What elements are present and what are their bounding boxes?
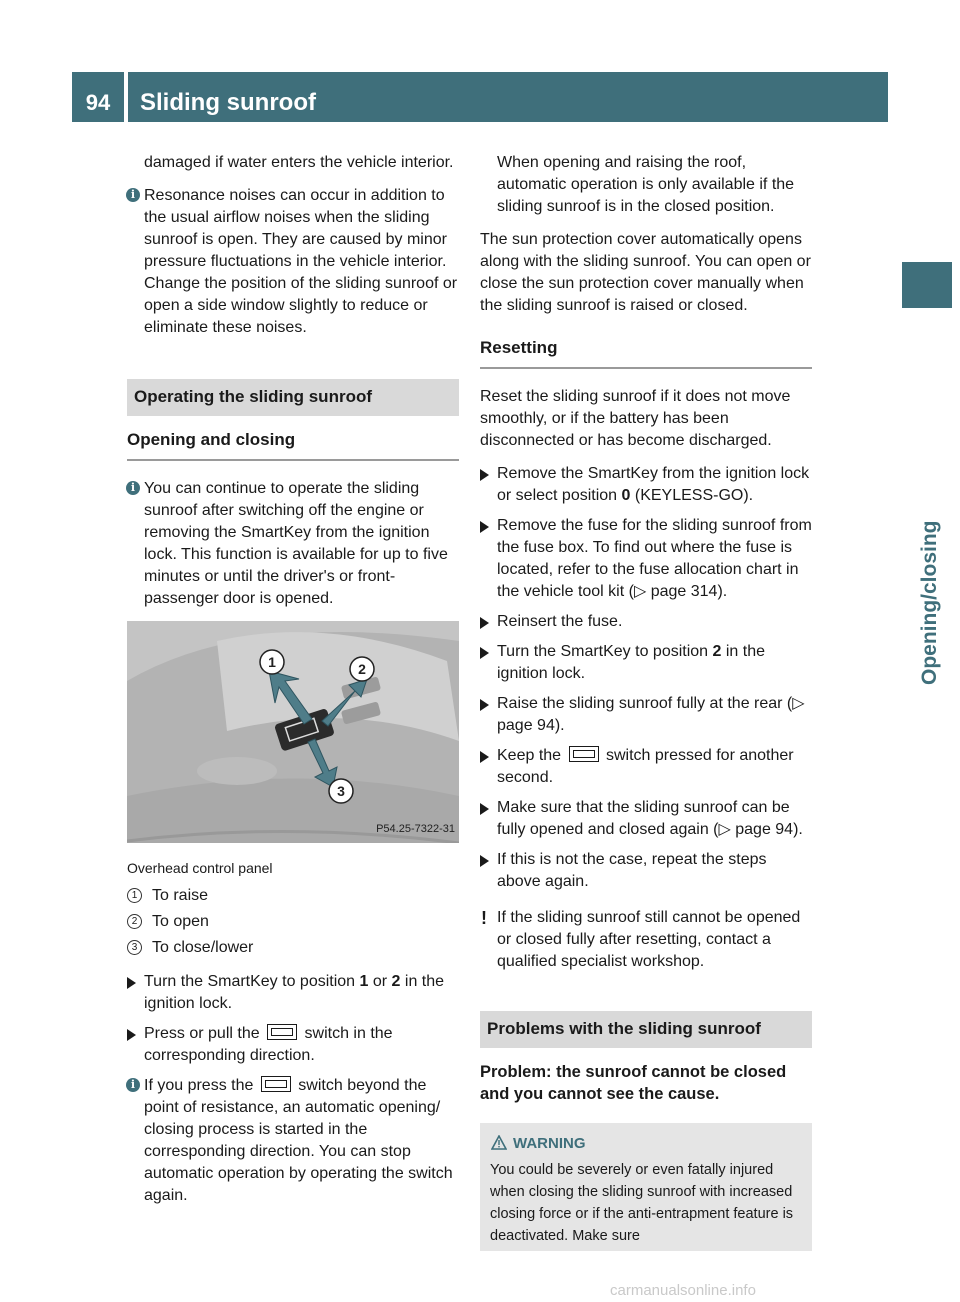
legend-text: To open <box>152 913 209 930</box>
callout-1 <box>260 650 284 674</box>
info-note <box>127 1075 459 1207</box>
left-column <box>127 152 459 1218</box>
info-note <box>127 185 459 339</box>
step-text: If this is not the case, repeat the steps above again. <box>497 851 767 890</box>
step-arrow-icon <box>480 647 489 659</box>
instruction-step <box>480 641 812 685</box>
svg-text:2: 2 <box>358 661 366 677</box>
instruction-step <box>480 797 812 841</box>
step-text: Turn the SmartKey to position <box>497 643 713 660</box>
instruction-step <box>480 693 812 737</box>
problem-heading: Problem: the sunroof cannot be closed and you cannot see the cause. <box>480 1063 787 1103</box>
step-arrow-icon <box>480 521 489 533</box>
position-value: 0 <box>621 487 631 504</box>
step-arrow-icon <box>480 855 489 867</box>
instruction-step <box>480 463 812 507</box>
callout-3 <box>329 779 353 803</box>
right-column <box>480 152 812 1251</box>
instruction-step <box>480 611 812 633</box>
info-icon: i <box>126 481 140 495</box>
watermark: carmanualsonline.info <box>610 1282 756 1299</box>
step-arrow-icon <box>127 977 136 989</box>
step-text: (KEYLESS-GO). <box>630 487 754 504</box>
switch-icon <box>569 746 599 762</box>
info-text: Resonance noises can occur in addition to the usual airflow noises when the sliding sunroof is open. They are caused by minor pressure fluctuations in the vehicle interior. Change the position of the sliding sunroof or open a side window slightly to reduce or eliminate these noises. <box>144 187 458 336</box>
switch-icon <box>267 1024 297 1040</box>
svg-text:1: 1 <box>268 654 276 670</box>
callout-2 <box>350 657 374 681</box>
warning-triangle-icon <box>491 1135 507 1150</box>
step-arrow-icon <box>480 699 489 711</box>
instruction-step <box>480 515 812 603</box>
info-text: If you press the <box>144 1077 254 1094</box>
step-arrow-icon <box>480 803 489 815</box>
figure-caption: Overhead control panel <box>127 860 273 876</box>
info-text: You can continue to operate the sliding sunroof after switching off the engine or removing the SmartKey from the ignition lock. This function is available for up to five minutes or until the driver's or front-passenger door is opened. <box>144 480 448 607</box>
step-text: Remove the fuse for the sliding sunroof from the fuse box. To find out where the fuse is located, refer to the fuse allocation chart in the vehicle tool kit (▷ page 314). <box>497 517 812 600</box>
legend-item <box>127 911 459 933</box>
section-title: Operating the sliding sunroof <box>127 379 459 416</box>
step-arrow-icon <box>480 469 489 481</box>
step-text: switch in the corresponding direction. <box>144 1025 393 1064</box>
overhead-control-panel-figure <box>127 621 459 843</box>
step-arrow-icon <box>127 1029 136 1041</box>
position-value: 1 <box>359 973 369 990</box>
figure-code: P54.25-7322-31 <box>376 823 455 835</box>
side-tab <box>902 325 952 685</box>
subheading: Opening and closing <box>127 429 459 461</box>
page-title: Sliding sunroof <box>128 72 888 122</box>
caution-text: If the sliding sunroof still cannot be opened or closed fully after resetting, contact a qualified specialist workshop. <box>497 909 801 970</box>
legend-text: To close/lower <box>152 939 254 956</box>
info-text: switch beyond the point of resistance, an automatic opening/ closing process is started in the corresponding direction. You can stop automatic operation by operating the switch again. <box>144 1077 453 1204</box>
step-text: in the ignition lock. <box>144 973 445 1012</box>
warning-heading <box>490 1133 804 1155</box>
legend-item <box>127 885 459 907</box>
info-note <box>127 478 459 610</box>
instruction-step <box>127 971 459 1015</box>
section-title: Problems with the sliding sunroof <box>480 1011 812 1048</box>
page-number: 94 <box>72 72 124 122</box>
continued-text: damaged if water enters the vehicle interior. <box>144 154 454 171</box>
warning-text: You could be severely or even fatally injured when closing the sliding sunroof with increased closing force or if the anti-entrapment feature is deactivated. Make sure <box>490 1162 794 1244</box>
step-text: Press or pull the <box>144 1025 260 1042</box>
legend-number: 3 <box>127 940 142 955</box>
warning-box <box>480 1123 812 1251</box>
warning-title: WARNING <box>513 1135 586 1152</box>
step-text: Raise the sliding sunroof fully at the rear (▷ page 94). <box>497 695 805 734</box>
legend-item <box>127 937 459 959</box>
step-text: or <box>368 973 392 990</box>
switch-icon <box>261 1076 291 1092</box>
svg-text:3: 3 <box>337 783 345 799</box>
caution-note <box>480 907 812 973</box>
instruction-step <box>480 849 812 893</box>
legend-text: To raise <box>152 887 209 904</box>
instruction-step <box>480 745 812 789</box>
paragraph: Reset the sliding sunroof if it does not move smoothly, or if the battery has been disconnected or has become discharged. <box>480 388 791 449</box>
side-tab-marker <box>902 262 952 308</box>
step-arrow-icon <box>480 617 489 629</box>
step-text: in the ignition lock. <box>497 643 766 682</box>
legend-number: 2 <box>127 914 142 929</box>
step-text: Turn the SmartKey to position <box>144 973 360 990</box>
subheading: Resetting <box>480 337 812 369</box>
step-text: Keep the <box>497 747 562 764</box>
step-text: switch pressed for another second. <box>497 747 794 786</box>
step-text: Remove the SmartKey from the ignition lock or select position <box>497 465 810 504</box>
info-icon: i <box>126 1078 140 1092</box>
side-tab-label: Opening/closing <box>918 520 941 685</box>
legend-number: 1 <box>127 888 142 903</box>
step-text: Reinsert the fuse. <box>497 613 623 630</box>
position-value: 2 <box>712 643 722 660</box>
step-arrow-icon <box>480 751 489 763</box>
position-value: 2 <box>391 973 401 990</box>
step-text: Make sure that the sliding sunroof can be fully opened and closed again (▷ page 94). <box>497 799 803 838</box>
instruction-step <box>127 1023 459 1067</box>
panel-illustration <box>127 621 459 843</box>
caution-icon: ! <box>481 908 487 928</box>
continued-text: When opening and raising the roof, automatic operation is only available if the sliding sunroof is in the closed position. <box>497 154 795 215</box>
info-icon: i <box>126 188 140 202</box>
paragraph: The sun protection cover automatically opens along with the sliding sunroof. You can open or close the sun protection cover manually when the sliding sunroof is raised or closed. <box>480 231 811 314</box>
